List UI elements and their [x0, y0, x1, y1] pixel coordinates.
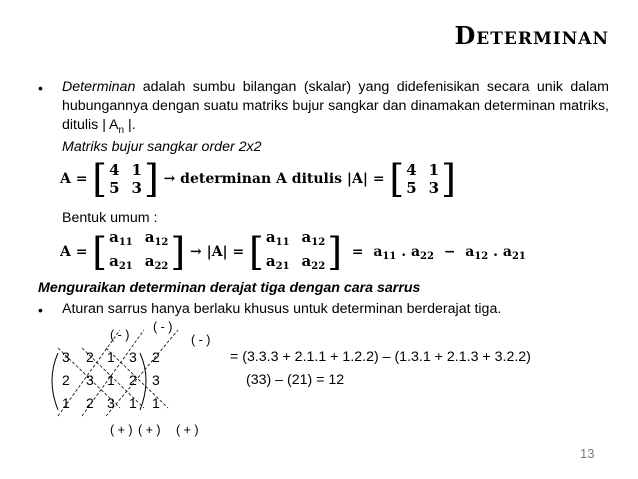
sarrus-cell: 3: [86, 372, 94, 388]
matrix-cell: 1: [131, 161, 142, 179]
sarrus-cell: 2: [152, 349, 160, 365]
matrix-cell: 1: [428, 161, 440, 179]
sarrus-cell: 3: [129, 349, 137, 365]
general-minus: −: [443, 244, 456, 260]
general-arrow: → |A| =: [190, 244, 245, 260]
sarrus-bullet-text: Aturan sarrus hanya berlaku khusus untuk determinan berderajat tiga.: [62, 301, 502, 317]
sarrus-cell: 2: [86, 395, 94, 411]
intro-paragraph: [62, 78, 609, 140]
intro-subscript: n: [118, 124, 125, 136]
right-bracket: [140, 353, 146, 410]
page-number: 13: [580, 446, 595, 461]
sarrus-cell: 3: [62, 349, 70, 365]
minus-sign: ( - ): [191, 333, 211, 347]
intro-text: adalah sumbu bilangan (skalar) yang didefenisikan secara unik dalam hubungannya dengan suatu matriks bujur sangkar dan dinamakan determinan matriks, ditulis | A: [62, 79, 609, 133]
matrix-cell: 3: [428, 179, 440, 197]
general-form: [60, 228, 526, 276]
sarrus-cell: 3: [107, 395, 115, 411]
sarrus-heading: Menguraikan determinan derajat tiga dengan cara sarrus: [38, 280, 421, 296]
example-arrow-text: → determinan A ditulis |A| =: [163, 171, 385, 187]
general-equals: =: [351, 244, 364, 260]
plus-sign: ( + ): [138, 423, 161, 437]
bullet-marker: •: [38, 80, 43, 96]
matrix-cell: 5: [109, 179, 120, 197]
sarrus-equation-1: = (3.3.3 + 2.1.1 + 1.2.2) – (1.3.1 + 2.1.3 + 3.2.2): [230, 349, 531, 365]
matrix-a: [ 4 1 5 3 ]: [92, 157, 159, 201]
matrix-cell: 3: [131, 179, 142, 197]
general-term-2: $a_{12}$ . $a_{21}$: [465, 244, 526, 262]
minus-sign: ( - ): [153, 320, 173, 334]
order2-label: [62, 138, 262, 157]
sarrus-cell: 1: [62, 395, 70, 411]
left-bracket: [52, 353, 58, 410]
general-label: Bentuk umum :: [62, 210, 158, 226]
general-term-1: $a_{11}$ . $a_{22}$: [373, 244, 434, 262]
example-2x2: [60, 157, 456, 201]
minus-sign: ( - ): [110, 328, 130, 342]
matrix-cell: 4: [406, 161, 417, 179]
matrix-det: [ 4 1 5 3 ]: [389, 157, 456, 201]
sarrus-cell: 1: [107, 372, 115, 388]
bullet-marker: •: [38, 302, 43, 318]
matrix-cell: 4: [109, 161, 120, 179]
sarrus-cell: 1: [152, 395, 160, 411]
intro-tail: |.: [124, 117, 136, 133]
sarrus-cell: 1: [129, 395, 137, 411]
sarrus-cell: 2: [129, 372, 137, 388]
intro-term: Determinan: [62, 79, 136, 95]
general-matrix: [ $a_{11}$ $a_{12}$ $a_{21}$ $a_{22}$ ]: [92, 228, 186, 274]
example-lhs: A =: [60, 171, 88, 187]
plus-sign: ( + ): [176, 423, 199, 437]
page-title: Determinan: [454, 21, 609, 50]
plus-sign: ( + ): [110, 423, 133, 437]
order2-label-text: Matriks bujur sangkar order 2x2: [62, 139, 262, 155]
sarrus-cell: 2: [62, 372, 70, 388]
sarrus-cell: 3: [152, 372, 160, 388]
sarrus-cell: 1: [107, 349, 115, 365]
general-lhs: A =: [60, 244, 88, 260]
sarrus-cell: 2: [86, 349, 94, 365]
sarrus-equation-2: (33) – (21) = 12: [246, 372, 345, 388]
general-det-matrix: [ $a_{11}$ $a_{12}$ $a_{21}$ $a_{22}$ ]: [249, 228, 343, 274]
matrix-cell: 5: [406, 179, 417, 197]
